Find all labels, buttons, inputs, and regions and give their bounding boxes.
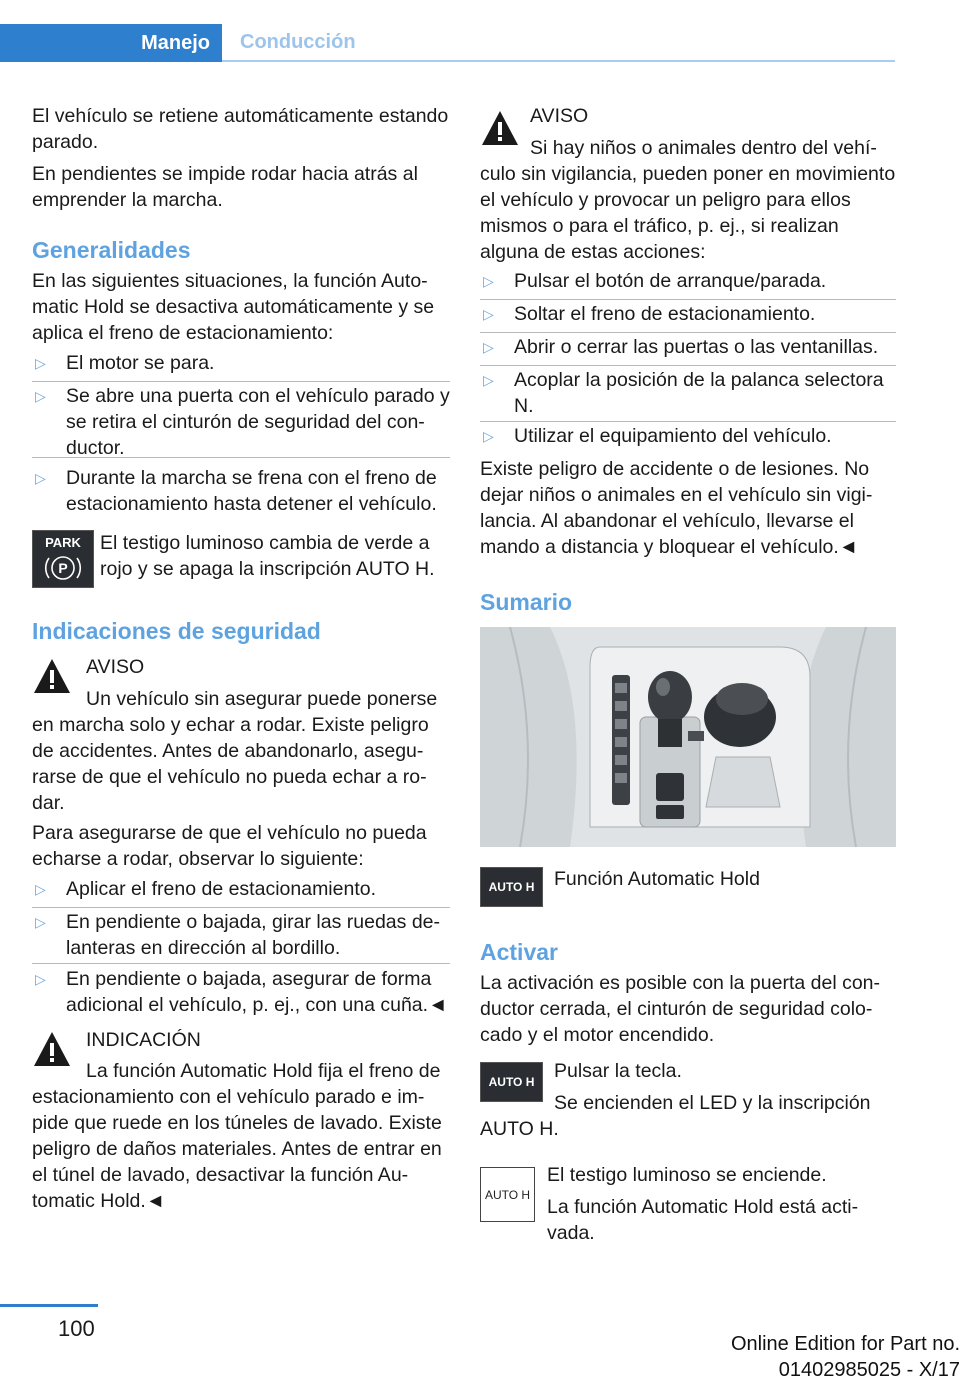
list-item	[32, 909, 450, 964]
auto-h-label: AUTO H	[488, 1075, 535, 1089]
heading-generalidades: Generalidades	[32, 237, 191, 263]
led-text: Se encienden el LED y la inscripción AUTO H.	[480, 1092, 871, 1140]
tab-manejo[interactable]: Manejo	[0, 24, 222, 62]
list-item-text: Soltar el freno de estacionamiento.	[514, 303, 816, 325]
paragraph: La activación es posible con la puerta del conductor cerrada, el cinturón de seguridad colocado y el motor encendido.	[480, 972, 881, 1046]
paragraph: En las siguientes situaciones, la función Automatic Hold se desactiva automáticamente y se aplica el freno de estacionamiento:	[32, 270, 435, 344]
footer-rule	[0, 1304, 98, 1307]
park-circle-icon	[33, 551, 93, 589]
auto-h-label: AUTO H	[488, 880, 535, 894]
triangle-bullet-icon: ▷	[35, 881, 46, 897]
triangle-bullet-icon: ▷	[483, 339, 494, 355]
warning-text: Un vehículo sin asegurar puede ponerse en marcha solo y echar a rodar. Existe peligro de accidentes. Antes de abandonarlo, asegurarse de que el vehículo no pueda echar a rodar.	[32, 688, 438, 814]
warning-text: Si hay niños o animales dentro del vehículo sin vigilancia, pueden poner en movimiento el vehículo y provocar un peligro para ellos mismos o para el tráfico, p. ej., si realizan alguna de estas acciones:	[480, 137, 896, 263]
list-item-text: Pulsar el botón de arranque/parada.	[514, 270, 827, 292]
header-tabs	[0, 24, 895, 62]
list-item	[480, 334, 896, 366]
list-item	[480, 301, 896, 333]
list-item	[32, 350, 450, 382]
triangle-bullet-icon: ▷	[483, 273, 494, 289]
lamp-on-text: El testigo luminoso se enciende.	[547, 1164, 827, 1186]
list-item-text: Se abre una puerta con el vehículo parado y se retira el cinturón de seguridad del conductor.	[66, 385, 450, 459]
list-item-text: En pendiente o bajada, asegurar de forma adicional el vehículo, p. ej., con una cuña.◄	[66, 968, 448, 1016]
warning-title: AVISO	[86, 656, 145, 678]
list-item-text: Acoplar la posición de la palanca selectora N.	[514, 369, 884, 417]
auto-h-caption: Función Automatic Hold	[554, 868, 760, 890]
auto-h-label: AUTO H	[484, 1187, 531, 1202]
list-item	[480, 268, 896, 300]
center-console-illustration	[480, 627, 896, 847]
list-item-text: El motor se para.	[66, 352, 215, 374]
list-item	[32, 465, 450, 517]
paragraph: Existe peligro de accidente o de lesiones. No dejar niños o animales en el vehículo sin vigilancia. Al abandonar el vehículo, llevarse el mando a distancia y bloquear el vehículo.◄	[480, 458, 873, 558]
list-item	[32, 876, 450, 908]
triangle-bullet-icon: ▷	[35, 914, 46, 930]
paragraph: El vehículo se retiene automáticamente estando parado.	[32, 105, 449, 153]
list-item	[480, 367, 896, 422]
auto-h-indicator-lamp-icon	[480, 1167, 535, 1222]
list-item-text: En pendiente o bajada, girar las ruedas delanteras en dirección al bordillo.	[66, 911, 441, 959]
list-item-text: Durante la marcha se frena con el freno de estacionamiento hasta detener el vehículo.	[66, 467, 437, 515]
list-item	[32, 383, 450, 458]
warning-title: AVISO	[530, 105, 589, 127]
auto-h-button-icon	[480, 867, 543, 907]
heading-activar: Activar	[480, 939, 558, 965]
park-brake-icon	[32, 530, 94, 588]
list-item-text: Aplicar el freno de estacionamiento.	[66, 878, 377, 900]
press-key-text: Pulsar la tecla.	[554, 1060, 682, 1082]
activated-text: La función Automatic Hold está activada.	[547, 1196, 859, 1244]
triangle-bullet-icon: ▷	[483, 428, 494, 444]
list-item	[480, 423, 896, 453]
triangle-bullet-icon: ▷	[35, 470, 46, 486]
edition-text: Online Edition for Part no. 01402985025 - X/17	[730, 1333, 960, 1381]
park-icon-label: PARK	[45, 535, 81, 550]
triangle-bullet-icon: ▷	[483, 372, 494, 388]
page-number: 100	[58, 1316, 95, 1341]
heading-seguridad: Indicaciones de seguridad	[32, 618, 321, 644]
list-item	[32, 966, 450, 1018]
notice-text: La función Automatic Hold fija el freno de estacionamiento con el vehículo parado e impide que ruede en los túneles de lavado. Existe peligro de daños materiales. Antes de entrar en el túnel de lavado, desactivar la función Automatic Hold.◄	[32, 1060, 442, 1212]
tab-conduccion[interactable]: Conducción	[222, 24, 895, 62]
park-note: El testigo luminoso cambia de verde a rojo y se apaga la inscripción AUTO H.	[100, 532, 435, 580]
triangle-bullet-icon: ▷	[483, 306, 494, 322]
paragraph: En pendientes se impide rodar hacia atrás al emprender la marcha.	[32, 163, 418, 211]
notice-title: INDICACIÓN	[86, 1029, 201, 1051]
list-item-text: Utilizar el equipamiento del vehículo.	[514, 425, 832, 447]
svg-text:P: P	[58, 560, 68, 576]
paragraph: Para asegurarse de que el vehículo no pueda echarse a rodar, observar lo siguiente:	[32, 822, 427, 870]
triangle-bullet-icon: ▷	[35, 355, 46, 371]
triangle-bullet-icon: ▷	[35, 971, 46, 987]
heading-sumario: Sumario	[480, 589, 573, 615]
list-item-text: Abrir o cerrar las puertas o las ventanillas.	[514, 336, 879, 358]
triangle-bullet-icon: ▷	[35, 388, 46, 404]
